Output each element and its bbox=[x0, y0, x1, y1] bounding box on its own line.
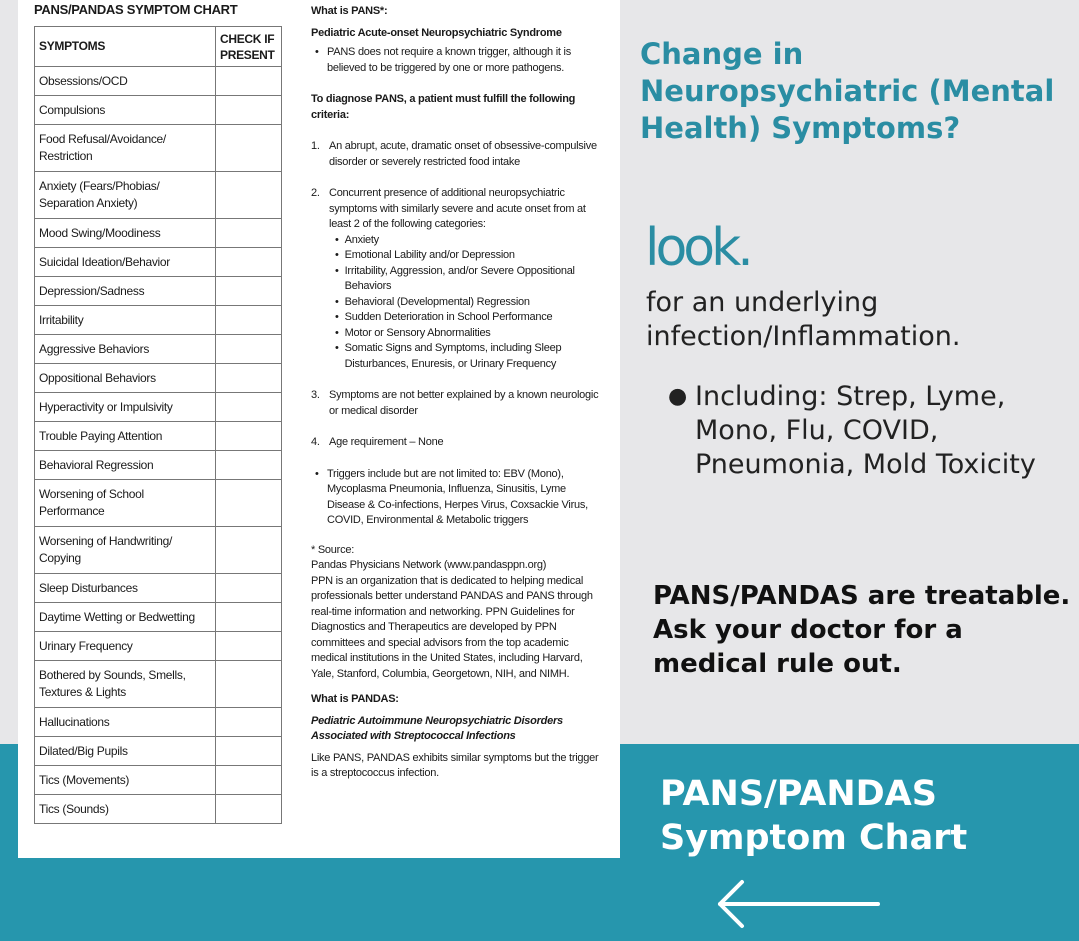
check-cell[interactable] bbox=[216, 527, 282, 574]
table-row bbox=[35, 632, 282, 661]
symptom-chart-document bbox=[18, 0, 620, 858]
check-cell[interactable] bbox=[216, 795, 282, 824]
symptom-label: Worsening of Handwriting/ Copying bbox=[35, 527, 216, 574]
symptom-label: Hyperactivity or Impulsivity bbox=[35, 393, 216, 422]
category-item: • Behavioral (Developmental) Regression bbox=[335, 295, 530, 308]
criterion-2: 2. Concurrent presence of additional neuropsychiatric symptoms with similarly severe and acute onset from at least 2 of the following categories: bbox=[311, 187, 586, 230]
symptom-label: Mood Swing/Moodiness bbox=[35, 219, 216, 248]
table-row bbox=[35, 527, 282, 574]
source-label: * Source: bbox=[311, 543, 354, 556]
category-item: • Irritability, Aggression, and/or Severe Oppositional Behaviors bbox=[335, 264, 575, 292]
table-row bbox=[35, 172, 282, 219]
category-item: • Emotional Lability and/or Depression bbox=[335, 249, 515, 261]
table-row bbox=[35, 708, 282, 737]
check-cell[interactable] bbox=[216, 172, 282, 219]
criterion-1: 1. An abrupt, acute, dramatic onset of obsessive-compulsive disorder or severely restricted food intake bbox=[311, 140, 597, 168]
symptom-label: Obsessions/OCD bbox=[35, 67, 216, 96]
change-heading: Change in Neuropsychiatric (Mental Health) Symptoms? bbox=[640, 37, 1055, 145]
table-row bbox=[35, 96, 282, 125]
check-cell[interactable] bbox=[216, 737, 282, 766]
criterion-3: 3. Symptoms are not better explained by a known neurologic or medical disorder bbox=[311, 389, 599, 417]
symptom-label: Behavioral Regression bbox=[35, 451, 216, 480]
symptom-label: Hallucinations bbox=[35, 708, 216, 737]
look-subtitle: for an underlying infection/Inflammation. bbox=[646, 287, 961, 352]
category-item: • Anxiety bbox=[335, 233, 379, 246]
table-header-row bbox=[35, 27, 282, 67]
symptom-label: Depression/Sadness bbox=[35, 277, 216, 306]
symptom-label: Trouble Paying Attention bbox=[35, 422, 216, 451]
table-row bbox=[35, 364, 282, 393]
pans-trigger-note: • PANS does not require a known trigger, although it is believed to be triggered by one or more pathogens. bbox=[315, 46, 571, 74]
category-list bbox=[311, 233, 603, 373]
check-cell[interactable] bbox=[216, 422, 282, 451]
table-row bbox=[35, 125, 282, 172]
criterion-4: 4. Age requirement – None bbox=[311, 436, 444, 448]
check-cell[interactable] bbox=[216, 219, 282, 248]
symptom-label: Food Refusal/Avoidance/ Restriction bbox=[35, 125, 216, 172]
check-cell[interactable] bbox=[216, 364, 282, 393]
source-text: PPN is an organization that is dedicated to helping medical professionals better understand PANDAS and PANS through real-time information and networking. PPN Guidelines for Diagnostics and Therapeutics are developed by PPN committees and special advisors from the top academic medical institutions in the United States, including Harvard, Yale, Stanford, Columbia, Georgetown, NIH, and NIMH. bbox=[311, 574, 593, 680]
info-column bbox=[311, 4, 603, 782]
treatable-line: PANS/PANDAS are treatable. bbox=[653, 581, 1071, 611]
symptom-table bbox=[34, 26, 282, 824]
table-row bbox=[35, 335, 282, 364]
symptom-label: Anxiety (Fears/Phobias/ Separation Anxiety) bbox=[35, 172, 216, 219]
check-cell[interactable] bbox=[216, 451, 282, 480]
table-row bbox=[35, 277, 282, 306]
check-cell[interactable] bbox=[216, 306, 282, 335]
pandas-text: Like PANS, PANDAS exhibits similar symptoms but the trigger is a streptococcus infection. bbox=[311, 751, 599, 779]
look-word: look. bbox=[645, 218, 750, 278]
symptom-label: Suicidal Ideation/Behavior bbox=[35, 248, 216, 277]
check-cell[interactable] bbox=[216, 393, 282, 422]
check-cell[interactable] bbox=[216, 96, 282, 125]
check-cell[interactable] bbox=[216, 708, 282, 737]
symptom-label: Tics (Movements) bbox=[35, 766, 216, 795]
band-title: PANS/PANDAS Symptom Chart bbox=[660, 774, 968, 858]
table-row bbox=[35, 306, 282, 335]
table-row bbox=[35, 480, 282, 527]
pandas-full-name: Pediatric Autoimmune Neuropsychiatric Disorders Associated with Streptococcal Infections bbox=[311, 714, 563, 742]
table-row bbox=[35, 219, 282, 248]
table-row bbox=[35, 795, 282, 824]
table-row bbox=[35, 451, 282, 480]
category-item: • Sudden Deterioration in School Performance bbox=[335, 311, 553, 323]
source-org: Pandas Physicians Network (www.pandasppn.org) bbox=[311, 559, 547, 571]
symptom-label: Bothered by Sounds, Smells, Textures & Lights bbox=[35, 661, 216, 708]
table-row bbox=[35, 603, 282, 632]
symptom-label: Dilated/Big Pupils bbox=[35, 737, 216, 766]
table-row bbox=[35, 67, 282, 96]
symptom-label: Tics (Sounds) bbox=[35, 795, 216, 824]
diagnose-heading: To diagnose PANS, a patient must fulfill the following criteria: bbox=[311, 93, 576, 121]
table-row bbox=[35, 737, 282, 766]
check-cell[interactable] bbox=[216, 480, 282, 527]
symptom-label: Compulsions bbox=[35, 96, 216, 125]
check-cell[interactable] bbox=[216, 661, 282, 708]
chart-title: PANS/PANDAS SYMPTOM CHART bbox=[34, 2, 238, 17]
pans-full-name: Pediatric Acute-onset Neuropsychiatric Syndrome bbox=[311, 26, 562, 39]
check-cell[interactable] bbox=[216, 632, 282, 661]
symptom-label: Daytime Wetting or Bedwetting bbox=[35, 603, 216, 632]
check-header: CHECK IF PRESENT bbox=[216, 27, 282, 67]
check-cell[interactable] bbox=[216, 335, 282, 364]
table-row bbox=[35, 574, 282, 603]
check-cell[interactable] bbox=[216, 277, 282, 306]
check-cell[interactable] bbox=[216, 248, 282, 277]
ask-doctor-line: Ask your doctor for a medical rule out. bbox=[653, 615, 963, 679]
category-item: • Motor or Sensory Abnormalities bbox=[335, 326, 491, 339]
treatable-message bbox=[653, 579, 1073, 681]
symptom-label: Aggressive Behaviors bbox=[35, 335, 216, 364]
category-item: • Somatic Signs and Symptoms, including Sleep Disturbances, Enuresis, or Urinary Frequency bbox=[335, 342, 562, 370]
check-cell[interactable] bbox=[216, 603, 282, 632]
symptoms-header: SYMPTOMS bbox=[35, 27, 216, 67]
check-cell[interactable] bbox=[216, 574, 282, 603]
symptom-label: Irritability bbox=[35, 306, 216, 335]
pandas-heading: What is PANDAS: bbox=[311, 693, 399, 705]
symptom-label: Worsening of School Performance bbox=[35, 480, 216, 527]
left-arrow-icon bbox=[712, 876, 882, 932]
table-row bbox=[35, 248, 282, 277]
triggers-note: • Triggers include but are not limited to: EBV (Mono), Mycoplasma Pneumonia, Influenza, Sinusitis, Lyme Disease & Co-infections, Herpes Virus, Coxsackie Virus, COVID, Environmental & Metabolic triggers bbox=[315, 467, 588, 526]
symptom-label: Oppositional Behaviors bbox=[35, 364, 216, 393]
table-row bbox=[35, 422, 282, 451]
infection-list: ● Including: Strep, Lyme, Mono, Flu, COVID, Pneumonia, Mold Toxicity bbox=[668, 380, 1068, 482]
table-row bbox=[35, 766, 282, 795]
table-row bbox=[35, 661, 282, 708]
symptom-label: Urinary Frequency bbox=[35, 632, 216, 661]
infection-list-text: Including: Strep, Lyme, Mono, Flu, COVID, Pneumonia, Mold Toxicity bbox=[695, 381, 1036, 480]
table-row bbox=[35, 393, 282, 422]
check-cell[interactable] bbox=[216, 125, 282, 172]
check-cell[interactable] bbox=[216, 67, 282, 96]
check-cell[interactable] bbox=[216, 766, 282, 795]
symptom-label: Sleep Disturbances bbox=[35, 574, 216, 603]
pans-heading: What is PANS*: bbox=[311, 5, 388, 17]
